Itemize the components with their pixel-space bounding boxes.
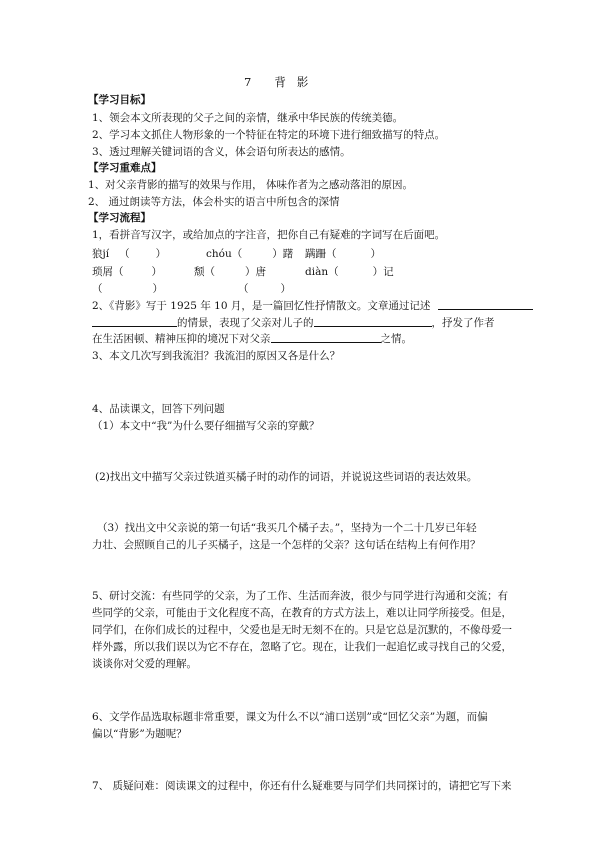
pinyin-item-suoxie: 琐屑（ ） (92, 266, 162, 278)
pinyin-item-panshan: 蹒跚（ ） (305, 248, 381, 260)
question-5-line-2: 些同学的父亲，可能由于文化程度不高，在教育的方式方法上，难以让同学所接受。但是， (92, 607, 512, 619)
pinyin-item-langji: 狼jí （ ） (92, 248, 167, 260)
question-4-1: （1）本文中“我”为什么要仔细描写父亲的穿戴？ (92, 420, 320, 432)
lesson-title (244, 75, 309, 89)
question-2-line-3: 在生活困顿、精神压抑的境况下对父亲 之情。 (92, 333, 412, 345)
title-char-2: 影 (296, 75, 310, 89)
question-4-3-line-2: 力壮、会照顾自己的儿子买橘子，这是一个怎样的父亲？这句话在结构上有何作用？ (92, 539, 481, 551)
blank-scene[interactable] (438, 299, 533, 310)
question-1: 1，看拼音写汉字，或给加点的字注音，把你自己有疑难的字词写在后面吧。 (92, 229, 446, 241)
question-2-line-1: 2、《背影》写于 1925 年 10 月，是一篇回忆性抒情散文。文章通过记述 (92, 299, 533, 313)
blank-emotion[interactable] (271, 332, 381, 343)
question-2-line-2: 的情景，表现了父亲对儿子的 ，抒发了作者 (92, 316, 495, 330)
key-point-item-1: 1、对父亲背影的描写的效果与作用， 体味作者为之感动落泪的原因。 (88, 179, 414, 191)
question-3: 3、本文几次写到我流泪？我流泪的原因又各是什么？ (92, 350, 341, 362)
objective-item-3: 3、透过理解关键词语的含义，体会语句所表达的感情。 (92, 146, 351, 158)
question-6-line-2: 偏以“背影”为题呢？ (92, 728, 187, 740)
objective-item-1: 1、领会本文所表现的父子之间的亲情，继承中华民族的传统美德。 (92, 112, 404, 124)
objectives-heading: 【学习目标】 (88, 94, 151, 106)
blank-feeling[interactable] (314, 316, 432, 327)
question-7: 7、 质疑问难：阅读课文的过程中，你还有什么疑难要与同学们共同探讨的，请把它写下来 (92, 780, 512, 792)
question-5-line-1: 5、研讨交流：有些同学的父亲，为了工作、生活而奔波，很少与同学进行沟通和交流；有 (92, 590, 509, 602)
lesson-number: 7 (244, 75, 253, 89)
pinyin-item-tuitang: 颓（ ）唐 (194, 266, 266, 278)
objective-item-2: 2、学习本文抓住人物形象的一个特征在特定的环境下进行细致描写的特点。 (92, 129, 446, 141)
question-5-line-5: 谈谈你对父爱的理解。 (92, 658, 197, 670)
key-points-heading: 【学习重难点】 (88, 162, 162, 174)
question-5-line-4: 样外露，所以我们误以为它不存在，忽略了它。现在，让我们一起追忆或寻找自己的父爱， (92, 641, 512, 653)
title-char-1: 背 (274, 75, 287, 89)
question-4-3-line-1: （3）找出文中父亲说的第一句话“我买几个橘子去。”，坚持为一个二十几岁已年轻 (97, 522, 477, 534)
pinyin-blank-2: （ ） (238, 283, 291, 295)
key-point-item-2: 2、 通过朗读等方法，体会朴实的语言中所包含的深情 (88, 196, 340, 208)
process-heading: 【学习流程】 (88, 212, 151, 224)
pinyin-item-dianji: diàn（ ）记 (305, 266, 394, 278)
question-5-line-3: 同学们，在你们成长的过程中，父爱也是无时无刻不在的。只是它总是沉默的，不像母爱一 (92, 624, 512, 636)
question-6-line-1: 6、文学作品选取标题非常重要，课文为什么不以“浦口送别”或“回忆父亲”为题，而偏 (92, 711, 488, 723)
pinyin-blank-1: （ ） (92, 283, 163, 295)
pinyin-item-chouchu: chóu（ ）躇 (206, 248, 294, 260)
blank-event[interactable] (92, 316, 177, 327)
question-4-2: (2)找出文中描写父亲过铁道买橘子时的动作的词语，并说说这些词语的表达效果。 (95, 471, 478, 483)
question-4: 4、品读课文，回答下列问题 (92, 403, 225, 415)
